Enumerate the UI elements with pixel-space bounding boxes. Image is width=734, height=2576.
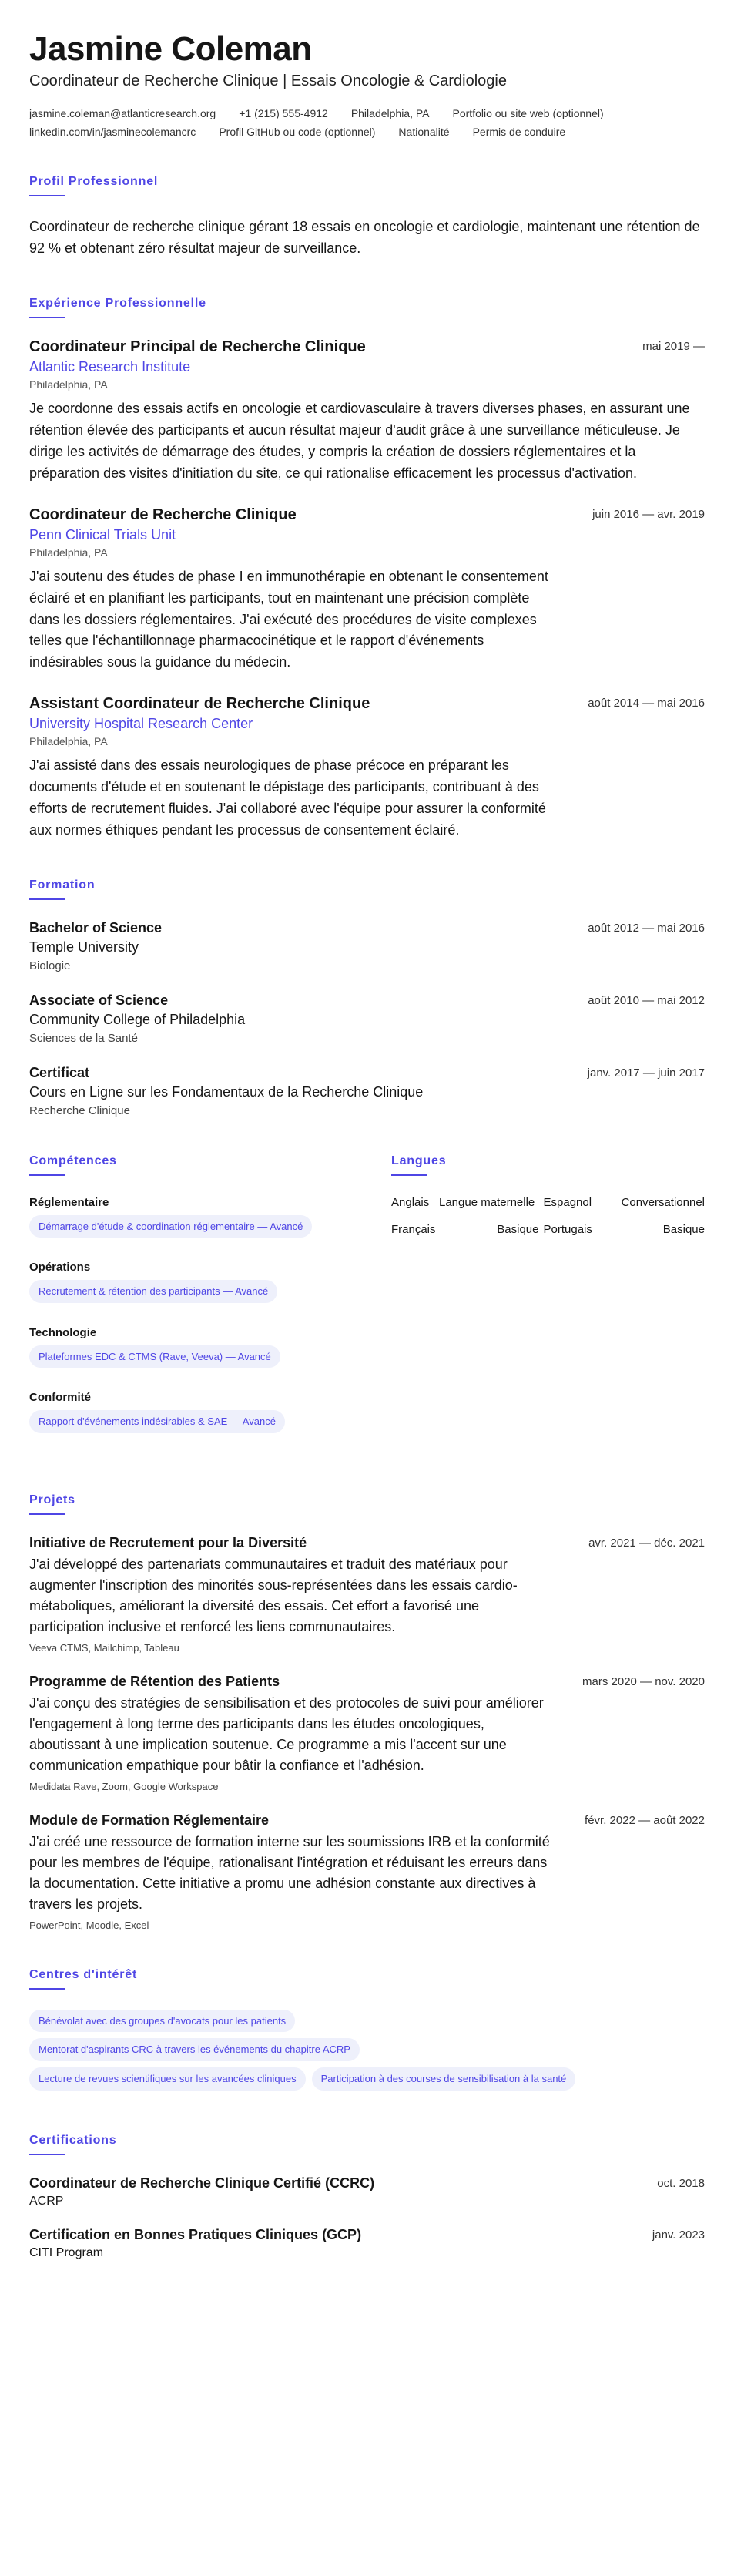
education-date: janv. 2017 — juin 2017	[587, 1066, 705, 1080]
experience-title: Coordinateur Principal de Recherche Clinique	[29, 338, 366, 356]
education-entry	[29, 920, 705, 972]
language-level: Basique	[497, 1222, 539, 1236]
section-title: Projets	[29, 1493, 75, 1506]
section-divider	[29, 317, 65, 318]
skill-pill: Recrutement & rétention des participants — Avancé	[29, 1280, 277, 1303]
experience-entry	[29, 506, 705, 673]
language-name: Espagnol	[543, 1195, 592, 1209]
language-level: Basique	[662, 1222, 705, 1236]
certification-date: janv. 2023	[652, 2228, 705, 2242]
section-divider	[29, 195, 65, 196]
skill-group	[29, 1391, 360, 1439]
project-date: févr. 2022 — août 2022	[585, 1813, 705, 1827]
education-field: Recherche Clinique	[29, 1103, 130, 1117]
experience-description: Je coordonne des essais actifs en oncologie et cardiovasculaire à travers diverses phases, en assurant une rétention élevée des participants et aucun résultat majeur d'audit grâce à une surveillance méticuleuse. Je dirige les activités de démarrage des études, y compris la création de dossiers réglementaires et la préparation des visites d'initiation du site, ce qui rationalise efficacement les processus d'activation.	[29, 401, 690, 481]
contact-email[interactable]: jasmine.coleman@atlanticresearch.org	[29, 107, 216, 120]
education-institution: Cours en Ligne sur les Fondamentaux de la Recherche Clinique	[29, 1083, 424, 1100]
contact-portfolio[interactable]: Portfolio ou site web (optionnel)	[452, 107, 604, 120]
skill-pill: Démarrage d'étude & coordination réglementaire — Avancé	[29, 1215, 312, 1238]
skill-category: Réglementaire	[29, 1195, 109, 1209]
project-date: avr. 2021 — déc. 2021	[588, 1536, 705, 1550]
certifications-section	[29, 2134, 705, 2260]
contact-phone[interactable]: +1 (215) 555-4912	[239, 107, 328, 120]
interests-list	[29, 2010, 705, 2097]
contact-location: Philadelphia, PA	[350, 107, 430, 120]
profile-text: Coordinateur de recherche clinique gérant 18 essais en oncologie et cardiologie, maintenant une rétention de 92 % et obtenant zéro résultat majeur de surveillance.	[29, 219, 700, 257]
contact-github[interactable]: Profil GitHub ou code (optionnel)	[219, 126, 376, 139]
experience-title: Coordinateur de Recherche Clinique	[29, 505, 297, 523]
contact-nationality: Nationalité	[398, 126, 450, 139]
skill-pill: Plateformes EDC & CTMS (Rave, Veeva) — Avancé	[29, 1345, 280, 1369]
experience-location: Philadelphia, PA	[29, 546, 108, 559]
contact-license: Permis de conduire	[472, 126, 566, 139]
certification-name: Certification en Bonnes Pratiques Cliniques (GCP)	[29, 2226, 362, 2242]
education-degree: Certificat	[29, 1064, 90, 1080]
interest-pill: Bénévolat avec des groupes d'avocats pour les patients	[29, 2010, 295, 2033]
languages-grid	[391, 1196, 705, 1236]
project-description: J'ai créé une ressource de formation interne sur les soumissions IRB et la conformité pour les membres de l'équipe, rationalisant l'intégration et réduisant les erreurs dans la documentation. Cette initiative a promu une adhésion constante aux directives à travers les projets.	[29, 1833, 550, 1912]
experience-location: Philadelphia, PA	[29, 735, 108, 748]
project-tools: PowerPoint, Moodle, Excel	[29, 1919, 149, 1931]
experience-organization: University Hospital Research Center	[29, 716, 253, 732]
education-field: Biologie	[29, 959, 71, 972]
profile-section	[29, 175, 705, 260]
project-date: mars 2020 — nov. 2020	[582, 1674, 705, 1688]
certification-entry	[29, 2227, 705, 2260]
section-divider	[29, 2154, 65, 2155]
skill-category: Conformité	[29, 1391, 91, 1405]
experience-section	[29, 297, 705, 841]
section-divider	[391, 1174, 427, 1176]
interest-pill: Mentorat d'aspirants CRC à travers les événements du chapitre ACRP	[29, 2038, 360, 2061]
skill-category: Opérations	[29, 1261, 91, 1275]
education-date: août 2012 — mai 2016	[588, 921, 705, 935]
section-title: Langues	[391, 1154, 447, 1167]
interest-pill: Lecture de revues scientifiques sur les avancées cliniques	[29, 2067, 306, 2091]
experience-organization: Penn Clinical Trials Unit	[29, 526, 176, 542]
certification-name: Coordinateur de Recherche Clinique Certifié (CCRC)	[29, 2175, 375, 2191]
section-divider	[29, 1174, 65, 1176]
experience-organization: Atlantic Research Institute	[29, 359, 191, 375]
project-entry	[29, 1535, 705, 1654]
language-name: Anglais	[391, 1195, 430, 1209]
section-title: Compétences	[29, 1154, 117, 1167]
resume-header	[29, 31, 705, 138]
education-institution: Temple University	[29, 939, 139, 955]
project-entry	[29, 1674, 705, 1792]
languages-section	[391, 1154, 705, 1456]
section-title: Certifications	[29, 2133, 117, 2147]
language-name: Français	[391, 1222, 436, 1236]
skills-languages-row	[29, 1154, 705, 1456]
experience-entry	[29, 695, 705, 841]
skill-group	[29, 1261, 360, 1309]
experience-date: mai 2019 —	[642, 340, 705, 354]
education-section	[29, 878, 705, 1117]
skill-group	[29, 1196, 360, 1244]
language-level: Conversationnel	[621, 1195, 705, 1209]
education-date: août 2010 — mai 2012	[588, 993, 705, 1007]
project-tools: Veeva CTMS, Mailchimp, Tableau	[29, 1641, 179, 1654]
skills-section	[29, 1154, 360, 1456]
experience-location: Philadelphia, PA	[29, 378, 108, 391]
education-institution: Community College of Philadelphia	[29, 1011, 246, 1027]
certification-entry	[29, 2175, 705, 2208]
interests-section	[29, 1968, 705, 2097]
project-tools: Medidata Rave, Zoom, Google Workspace	[29, 1780, 219, 1792]
certification-issuer: CITI Program	[29, 2245, 104, 2259]
education-field: Sciences de la Santé	[29, 1031, 138, 1045]
experience-description: J'ai soutenu des études de phase I en immunothérapie en obtenant le consentement éclairé et en planifiant les participants, tout en maintenant une précision complète dans les dossiers réglementaires. J'ai exécuté des procédures de visite complexes telles que l'échantillonnage pharmacocinétique et le rapport d'événements indésirables sous la guidance du médecin.	[29, 568, 548, 670]
section-title: Expérience Professionnelle	[29, 297, 206, 311]
project-name: Initiative de Recrutement pour la Diversité	[29, 1534, 307, 1550]
section-divider	[29, 898, 65, 900]
candidate-name: Jasmine Coleman	[29, 30, 312, 68]
section-title: Formation	[29, 878, 96, 892]
education-degree: Associate of Science	[29, 992, 169, 1008]
experience-date: juin 2016 — avr. 2019	[592, 507, 705, 521]
interest-pill: Participation à des courses de sensibilisation à la santé	[312, 2067, 576, 2091]
experience-entry	[29, 338, 705, 485]
skill-group	[29, 1326, 360, 1375]
certification-date: oct. 2018	[657, 2176, 705, 2190]
project-entry	[29, 1812, 705, 1931]
certification-issuer: ACRP	[29, 2194, 64, 2208]
project-name: Module de Formation Réglementaire	[29, 1812, 270, 1828]
experience-date: août 2014 — mai 2016	[588, 697, 705, 710]
project-name: Programme de Rétention des Patients	[29, 1673, 280, 1689]
education-degree: Bachelor of Science	[29, 919, 163, 935]
education-entry	[29, 992, 705, 1045]
language-level: Langue maternelle	[439, 1195, 535, 1209]
contact-linkedin[interactable]: linkedin.com/in/jasminecolemancrc	[29, 126, 196, 139]
projects-section	[29, 1493, 705, 1931]
section-title: Centres d'intérêt	[29, 1967, 138, 1981]
skill-pill: Rapport d'événements indésirables & SAE — Avancé	[29, 1410, 285, 1433]
project-description: J'ai développé des partenariats communautaires et traduit des matériaux pour augmenter l'inscription des minorités sous-représentées dans les essais cardio-métaboliques, améliorant la diversité des essais. Cet effort a favorisé une participation inclusive et renforcé les liens communautaires.	[29, 1556, 518, 1634]
experience-description: J'ai assisté dans des essais neurologiques de phase précoce en préparant les documents d'étude et en soutenant le dépistage des participants, contribuant à des efforts de recrutement fluides. J'ai collaboré avec l'équipe pour assurer la conformité aux normes éthiques pendant les processus de consentement éclairé.	[29, 757, 546, 838]
education-entry	[29, 1065, 705, 1117]
section-title: Profil Professionnel	[29, 175, 159, 189]
candidate-headline: Coordinateur de Recherche Clinique | Essais Oncologie & Cardiologie	[29, 72, 507, 90]
contact-info	[29, 107, 705, 138]
section-divider	[29, 1988, 65, 1990]
project-description: J'ai conçu des stratégies de sensibilisation et des protocoles de suivi pour améliorer l'engagement à long terme des participants dans les études oncologiques, aboutissant à une implication soutenue. Ce programme a mis l'accent sur une communication empathique pour bâtir la confiance et l'adhésion.	[29, 1694, 544, 1773]
skill-category: Technologie	[29, 1325, 97, 1339]
language-name: Portugais	[543, 1222, 592, 1236]
section-divider	[29, 1513, 65, 1515]
experience-title: Assistant Coordinateur de Recherche Clinique	[29, 695, 370, 713]
